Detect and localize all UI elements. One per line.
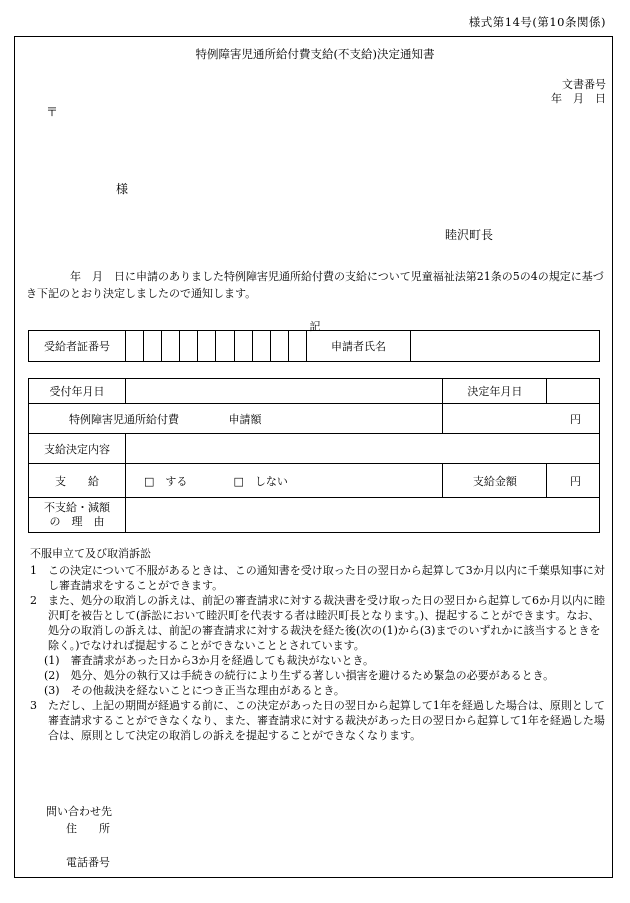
note-item-3: 3 ただし、上記の期間が経過する前に、この決定があった日の翌日から起算して1年を経過した場合は、原則として審査請求することができなくなり、また、審査請求に対する裁決があった日の翌日から起算して1年を経過した場合は、原則として決定の取消しの訴えを提起することができなくなります。 <box>30 699 605 742</box>
note-item-2: 2 また、処分の取消しの訴えは、前記の審査請求に対する裁決書を受け取った日の翌日から起算して6か月以内に睦沢町を被告として(訴訟において睦沢町を代表する者は睦沢町長となります。)、提起することができます。なお、処分の取消しの訴えは、前記の審査請求に対する裁決を経た後(次の(1)から(3)までのいずれかに該当するときを除く。)でなければ提起することができないこととされています。 <box>30 594 605 652</box>
doc-number-label: 文書番号 <box>562 78 606 91</box>
body-text: 年 月 日に申請のありました特例障害児通所給付費の支給について児童福祉法第21条の5の4の規定に基づき下記のとおり決定しましたので通知します。 <box>26 270 604 300</box>
ki-mark: 記 <box>309 320 321 333</box>
payment-amount-field[interactable]: 円 <box>547 464 600 498</box>
decision-date-label: 決定年月日 <box>443 379 547 404</box>
received-date-field[interactable] <box>126 379 443 404</box>
payment-label: 支 給 <box>29 464 126 498</box>
applicant-name-field[interactable] <box>411 331 600 362</box>
request-amount-label: 申請額 <box>228 412 262 426</box>
date-label: 年 月 日 <box>551 92 606 105</box>
note-sub-1: (1) 審査請求があった日から3か月を経過しても裁決がないとき。 <box>44 654 375 667</box>
note-sub-3: (3) その他裁決を経ないことにつき正当な理由があるとき。 <box>44 684 345 697</box>
recipient-no-field[interactable] <box>126 331 307 362</box>
decision-date-field[interactable] <box>547 379 600 404</box>
contact-address: 住 所 <box>66 822 110 835</box>
payment-amount-label: 支給金額 <box>443 464 547 498</box>
decision-content-label: 支給決定内容 <box>29 434 126 464</box>
decision-content-field[interactable] <box>126 434 600 464</box>
applicant-name-label: 申請者氏名 <box>307 331 411 362</box>
note-sub-2: (2) 処分、処分の執行又は手続きの続行により生ずる著しい損害を避けるため緊急の必要があるとき。 <box>44 669 555 682</box>
decision-table <box>28 378 600 533</box>
reason-field[interactable] <box>126 498 600 533</box>
reason-label-line2: の 理 由 <box>49 515 105 528</box>
contact-phone: 電話番号 <box>66 856 110 869</box>
issuer: 睦沢町長 <box>445 228 494 242</box>
document-title: 特例障害児通所給付費支給(不支給)決定通知書 <box>195 47 435 61</box>
reason-label <box>29 498 126 533</box>
option-no[interactable]: □ しない <box>233 474 288 488</box>
option-yes[interactable]: □ する <box>144 474 188 488</box>
payment-options <box>126 464 443 498</box>
note-item-1: 1 この決定について不服があるときは、この通知書を受け取った日の翌日から起算して3か月以内に千葉県知事に対し審査請求をすることができます。 <box>30 564 605 592</box>
recipient-no-label: 受給者証番号 <box>29 331 126 362</box>
postal-mark: 〒 <box>46 105 59 119</box>
received-date-label: 受付年月日 <box>29 379 126 404</box>
contact-block <box>46 803 112 871</box>
benefit-label-cell <box>29 404 443 434</box>
honorific: 様 <box>116 182 129 196</box>
contact-label: 問い合わせ先 <box>46 805 112 818</box>
recipient-table <box>28 330 600 362</box>
appeal-notes <box>30 546 610 743</box>
request-amount-field[interactable]: 円 <box>443 404 600 434</box>
benefit-label: 特例障害児通所給付費 <box>69 412 179 426</box>
reason-label-line1: 不支給・減額 <box>44 501 110 514</box>
digit-boxes <box>126 331 306 361</box>
form-number: 様式第14号(第10条関係) <box>468 15 606 29</box>
notes-heading: 不服申立て及び取消訴訟 <box>30 547 151 560</box>
